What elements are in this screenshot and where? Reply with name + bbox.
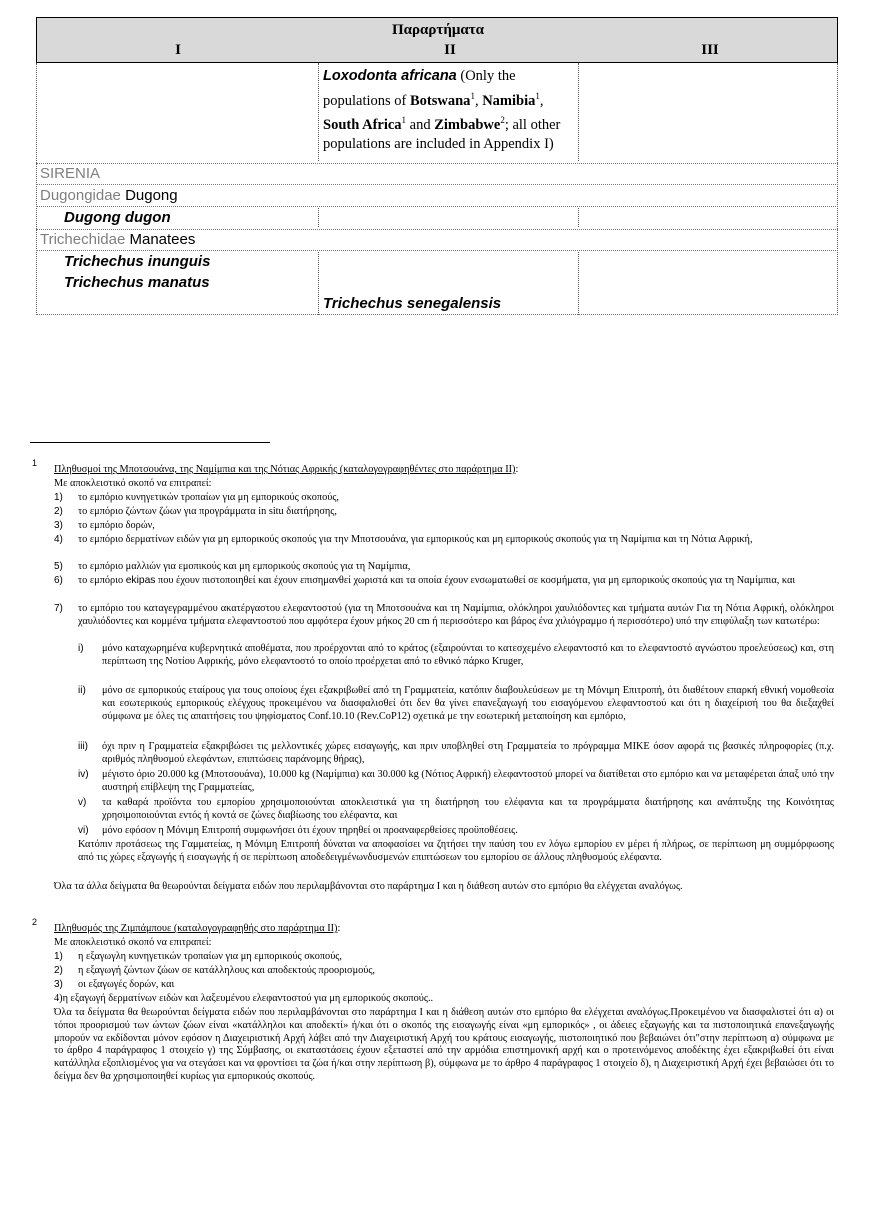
list-number: 3)	[54, 520, 63, 531]
footnote-ref-2: 2	[500, 114, 505, 125]
list-number: 2)	[54, 965, 63, 976]
footnote-1-item: το εμπόριο δορών,	[78, 520, 155, 531]
sublist-number: ii)	[78, 685, 86, 696]
loxodonta-entry	[323, 67, 573, 155]
table-border-left	[36, 63, 37, 315]
sublist-number: v)	[78, 797, 87, 808]
loxodonta-south-africa: South Africa	[323, 116, 402, 133]
species-trichechus-inunguis: Trichechus inunguis	[64, 253, 211, 270]
column-divider-1	[318, 252, 319, 315]
footnote-1-item: το εμπόριο του καταγεγραμμένου ακατέργαστου ελεφαντοστού (για τη Μποτσουάνα και τη Ναμίμπια, ολόκληροι χαυλιόδοντες και τμήματα αυτών Για τη Νότια Αφρική, ολόκληροι χαυλιόδοντες και κομμένα τμήματα ελεφαντοστού που αμφότερα έχουν μήκος 20 cm ή περισσότερο και βάρος ένα χιλιόγραμμο ή περισσότερο) υπό την επιφύλαξη των κατωτέρω:	[78, 603, 834, 627]
footnote-2-heading-colon: :	[337, 923, 341, 934]
column-divider-2	[578, 252, 579, 315]
row-divider	[36, 206, 838, 207]
footnote-2-item: η εξαγωγλη κυνηγετικών τροπαίων για μη εμπορικούς σκοπούς,	[78, 951, 342, 962]
list-number: 4)	[54, 534, 63, 545]
footnote-2-number: 2	[32, 917, 38, 927]
table-title: Παραρτήματα	[391, 22, 485, 38]
species-loxodonta-africana: Loxodonta africana	[323, 68, 457, 84]
footnote-separator	[30, 442, 270, 443]
sublist-number: iii)	[78, 741, 88, 752]
list-number: 7)	[54, 603, 63, 614]
footnote-1-closing-1: Κατόπιν προτάσεως της Γαμματείας, η Μόνιμη Επιτροπή δύναται να αποφασίσει να ζητήσει την παύση του εν λόγω εμπορίου εν μέρει ή πλήρως, σε περίπτωση μη συμμόρφωσης από τις χώρες εξαγωγής ή εισαγωγής ή σε περίπτωση αποδεδειγμένωνδυσμενών επιπτώσεων του εμπορίου σε άλλους πληθυσμούς ελέφαντα.	[78, 839, 834, 863]
column-divider-1	[318, 208, 319, 227]
loxodonta-zimbabwe: Zimbabwe	[434, 116, 501, 133]
family-dugongidae-name: Dugongidae	[40, 187, 121, 204]
row-divider	[36, 250, 838, 251]
footnote-1-heading-text: Πληθυσμοί της Μποτσουάνα, της Ναμίμπια και της Νότιας Αφρικής (καταλογογραφηθέντες στο παράρτημα ΙΙ)	[54, 464, 516, 475]
family-dugongidae-common: Dugong	[120, 187, 178, 204]
table-bottom-border	[36, 314, 838, 315]
footnote-1-number: 1	[32, 458, 38, 468]
list-number: 3)	[54, 979, 63, 990]
loxodonta-comma-1: ,	[474, 92, 483, 109]
column-divider-2	[578, 208, 579, 227]
footnote-1-subitem: τα καθαρά προϊόντα του εμπορίου χρησιμοποιούνται αποκλειστικά για τη διατήρηση του ελέφαντα και τα προγράμματα διατήρησης και ανάπτυξης της Κοινότητας χρησιμοποιούνται εντός ή κοντά σε ζώνες διαβίωσης του ελέφαντα, και	[102, 797, 834, 821]
sublist-number: vi)	[78, 825, 89, 836]
footnote-1-item: το εμπόριο κυνηγετικών τροπαίων για μη εμπορικούς σκοπούς,	[78, 492, 340, 503]
footnote-1-subitem: μέγιστο όριο 20.000 kg (Μποτσουάνα), 10.000 kg (Ναμίμπια) και 30.000 kg (Νότιος Αφρική) ελεφαντοστού μπορεί να διατίθεται στο εμπόριο και να μεταφέρεται άπαξ υπό την αυστηρή επίβλεψη της Γραμματείας,	[102, 769, 834, 793]
sublist-number: i)	[78, 643, 84, 654]
loxodonta-botswana: Botswana	[410, 92, 471, 109]
item-6-text-b: που έχουν πιστοποιηθεί και έχουν επισημανθεί χωριστά και τα οποία έχουν ενσωματωθεί σε κοσμήματα, για μη εμπορικούς σκοπούς για τη Ναμίμπια, και	[155, 575, 796, 586]
loxodonta-text-1: (Only the populations of	[323, 68, 516, 109]
species-trichechus-manatus: Trichechus manatus	[64, 274, 210, 291]
list-number: 1)	[54, 951, 63, 962]
footnote-1-item: το εμπόριο ζώντων ζώων για προγράμματα in situ διατήρησης,	[78, 506, 337, 517]
appendices-table	[36, 17, 838, 315]
footnote-1-heading	[54, 464, 834, 477]
footnote-1-item: το εμπόριο δερματίνων ειδών για μη εμπορικούς σκοπούς για την Μποτσουάνα, για εμπορικούς και μη εμπορικούς σκοπούς για τη Ναμίμπια και τη Νότια Αφρική,	[78, 534, 753, 545]
family-trichechidae-name: Trichechidae	[40, 231, 126, 248]
footnote-2-closing: Όλα τα δείγματα θα θεωρούνται δείγματα ειδών που περιλαμβάνονται στο παράρτημα I και η διάθεση αυτών στο εμπόριο θα ελέγχεται αναλόγως.Προκειμένου να διασφαλιστεί ότι α) οι τόποι προορισμού των ώντων ζώων είναι «κατάλληλοι και αποδεκτί» ή/και ότι ο σκοπός της εισαγωγής είναι «μη εμπορικός» , οι άδειες εξαγωγής και τα πιστοποιητικά επανεξαγωγής μπορούν να εκδίδονται μόνον εφόσον η Διαχειριστική Αρχή λάβει από την Διαχειριστική Αρχή του κράτους εισαγωγής, πιστοποιητικό που βεβαιώνει ότι"στην περίπτωση α) σύμφωνα με το άρθρο 4 παράγραφος 1 στοιχείο γ) της Σύμβασης, οι εκαταστάσεις έχουν εξεταστεί από την αρμόδια επιστημονική αρχή και ο προτεινόμενος αποδέκτης έχει εξακριβωθεί ότι είναι κατάλληλα εξοπλισμένος για να στεγάσει και να φροντίσει τα ζώα ή/και στην περίπτωση β), σύμφωνα με το άρθρο 4 παράγραφος 1 στοιχείο δ), η Διαχειριστική Αρχή έχει βεβαιώσει ότι το δείγμα δεν θα χρησιμοποιηθεί κυρίως για εμπορικούς σκοπούς.	[54, 1007, 834, 1082]
column-divider-2	[578, 63, 579, 161]
species-trichechus-senegalensis: Trichechus senegalensis	[323, 295, 502, 312]
list-number: 6)	[54, 575, 63, 586]
footnote-1-intro: Με αποκλειστικό σκοπό να επιτραπεί:	[54, 478, 212, 489]
column-divider-1	[318, 63, 319, 161]
footnote-ref-1b: 1	[535, 90, 540, 101]
footnote-2-item: η εξαγωγή ζώντων ζώων σε κατάλληλους και αποδεκτούς προορισμούς,	[78, 965, 376, 976]
footnote-2-heading-text: Πληθυσμός της Ζιμπάμπουε (καταλογογραφηθής στο παράρτημα ΙΙ)	[54, 923, 338, 934]
column-header-ii: II	[444, 42, 456, 58]
loxodonta-comma-2: ,	[539, 92, 544, 109]
item-6-ekipas: ekipas	[125, 575, 156, 586]
family-trichechidae	[40, 231, 195, 248]
loxodonta-and: and	[406, 116, 435, 133]
row-divider	[36, 229, 838, 230]
footnote-2-heading	[54, 923, 834, 936]
column-header-iii: III	[701, 42, 719, 58]
footnote-1-subitem: μόνο σε εμπορικούς εταίρους για τους οποίους έχει εξακριβωθεί από τη Γραμματεία, κατόπιν διαβουλεύσεων με τη Μόνιμη Επιτροπή, ότι διαθέτουν επαρκή εθνική νομοθεσία και εσωτερικούς εμπορικούς ελέγχους προκειμένου να διασφαλισθεί ότι δεν θα γίνει επανεξαγωγή του εισαγόμενου ελεφαντοστού και ότι η διαχείρισή του θα διεξαχθεί σύμφωνα με όλες τις απαιτήσεις του ψηφίσματος Conf.10.10 (Rev.CoP12) σχετικά με την εσωτερική μεταποίηση και εμπόριο,	[102, 685, 834, 722]
sublist-number: iv)	[78, 769, 89, 780]
loxodonta-namibia: Namibia	[482, 92, 536, 109]
list-number: 5)	[54, 561, 63, 572]
row-divider	[36, 163, 838, 164]
footnote-1-subitem: μόνο εφόσον η Μόνιμη Επιτροπή συμφωνήσει ότι έχουν τηρηθεί οι προαναφερθείσες προϋποθέσεις.	[102, 825, 518, 836]
footnote-1-closing-2: Όλα τα άλλα δείγματα θα θεωρούνται δείγματα ειδών που περιλαμβάνονται στο παράρτημα I και η διάθεση αυτών στο εμπόριο θα ελέγχεται αναλόγως.	[54, 881, 683, 892]
family-dugongidae	[40, 187, 178, 204]
list-number: 1)	[54, 492, 63, 503]
list-number: 2)	[54, 506, 63, 517]
column-header-i: I	[175, 42, 181, 58]
family-trichechidae-common: Manatees	[125, 231, 196, 248]
footnote-ref-1c: 1	[401, 114, 407, 125]
footnote-2-item-4: 4)η εξαγωγή δερματίνων ειδών και λαξευμένου ελεφαντοστού για μη εμπορικούς σκοπούς..	[54, 993, 434, 1004]
footnote-1-item	[78, 575, 834, 588]
footnote-2-intro: Με αποκλειστικό σκοπό να επιτραπεί:	[54, 937, 212, 948]
order-sirenia: SIRENIA	[40, 165, 101, 182]
loxodonta-text-2: ; all other populations are included in Appendix I)	[323, 116, 561, 153]
footnote-2-item: οι εξαγωγές δορών, και	[78, 979, 175, 990]
footnote-ref-1a: 1	[470, 90, 475, 101]
footnote-1-subitem: μόνο καταχωρημένα κυβερνητικά αποθέματα, που προέρχονται από το κράτος (εξαιρούνται το κατεσχεμένο ελεφαντοστό και το ελεφαντοστό αγνώστου προελεύσεως) και, στη περίπτωση της Νοτίου Αφρικής, μόνο ελεφαντοστό το οποίο προέρχεται από το εθνικό πάρκο Kruger,	[102, 643, 834, 667]
footnote-1-subitem: όχι πριν η Γραμματεία εξακριβώσει τις μελλοντικές χώρες εισαγωγής, και πριν υποβληθεί στη Γραμματεία το πρόγραμμα MIKE όσον αφορά τις βασικές πληροφορίες (π.χ. αριθμός πληθυσμού ελεφάντων, επιπτώσεις παράνομης θήρας),	[102, 741, 834, 765]
species-dugong-dugon: Dugong dugon	[64, 209, 171, 226]
table-header	[36, 17, 838, 63]
footnote-1-heading-colon: :	[515, 464, 519, 475]
item-6-text-a: το εμπόριο	[78, 575, 126, 586]
footnote-1-item: το εμπόριο μαλλιών για εμοπικούς και μη εμπορικούς σκοπούς για τη Ναμίμπια,	[78, 561, 411, 572]
table-border-right	[837, 63, 838, 315]
row-divider	[36, 184, 838, 185]
